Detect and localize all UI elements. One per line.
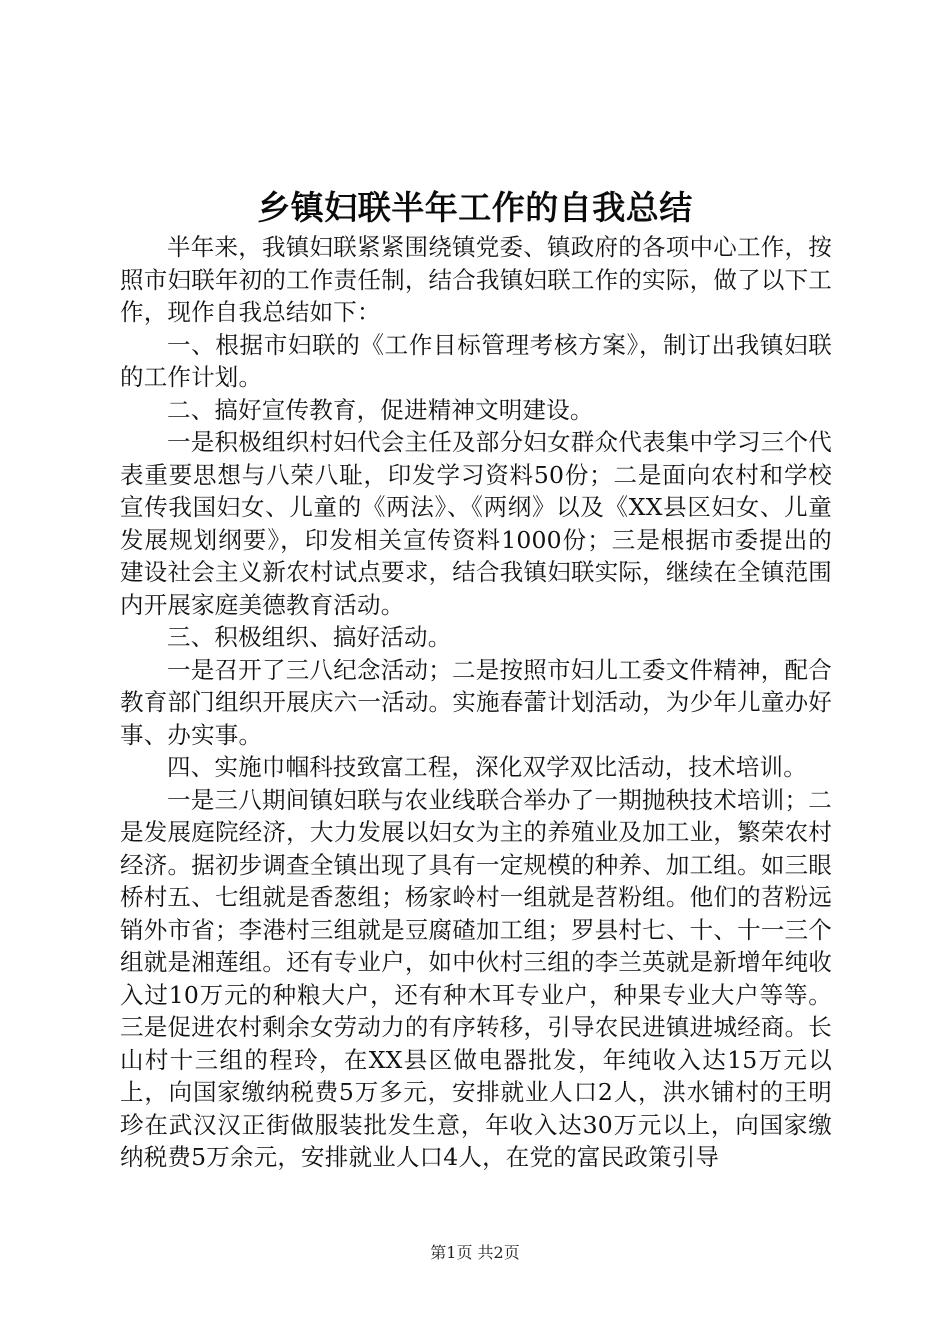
section-heading-2: 二、搞好宣传教育，促进精神文明建设。 — [167, 395, 594, 424]
document-title: 乡镇妇联半年工作的自我总结 — [257, 188, 693, 227]
section-heading-4: 四、实施巾帼科技致富工程，深化双学双比活动，技术培训。 — [167, 753, 807, 781]
section-heading-3: 三、积极组织、搞好活动。 — [167, 623, 452, 651]
section-heading-1: 一、根据市妇联的《工作目标管理考核方案》，制订出我镇妇联的工作计划。 — [120, 330, 832, 391]
section-4-paragraph: 一是三八期间镇妇联与农业线联合举办了一期抛秧技术培训；二是发展庭院经济，大力发展以妇女为主的养殖业及加工业，繁荣农村经济。据初步调查全镇出现了具有一定规模的种养、加工组。如三眼桥村五、七组就是香葱组；杨家岭村一组就是苕粉组。他们的苕粉远销外市省；李港村三组就是豆腐碴加工组；罗县村七、十、十一三个组就是湘莲组。还有专业户，如中伙村三组的李兰英就是新增年纯收入过10万元的种粮大户，还有种木耳专业户，种果专业大户等等。三是促进农村剩余女劳动力的有序转移，引导农民进镇进城经商。长山村十三组的程玲，在XX县区做电器批发，年纯收入达15万元以上，向国家缴纳税费5万多元，安排就业人口2人，洪水铺村的王明珍在武汉汉正街做服装批发生意，年收入达30万元以上，向国家缴纳税费5万余元，安排就业人口4人，在党的富民政策引导 — [120, 785, 832, 1171]
intro-paragraph: 半年来，我镇妇联紧紧围绕镇党委、镇政府的各项中心工作，按照市妇联年初的工作责任制，结合我镇妇联工作的实际，做了以下工作，现作自我总结如下： — [120, 233, 832, 326]
page-footer: 第1页 共2页 — [430, 1243, 520, 1262]
section-2-paragraph: 一是积极组织村妇代会主任及部分妇女群众代表集中学习三个代表重要思想与八荣八耻，印发学习资料50份；二是面向农村和学校宣传我国妇女、儿童的《两法》、《两纲》以及《XX县区妇女、儿童发展规划纲要》，印发相关宣传资料1000份；三是根据市委提出的建设社会主义新农村试点要求，结合我镇妇联实际，继续在全镇范围内开展家庭美德教育活动。 — [120, 428, 832, 619]
section-3-paragraph: 一是召开了三八纪念活动；二是按照市妇儿工委文件精神，配合教育部门组织开展庆六一活动。实施春蕾计划活动，为少年儿童办好事、办实事。 — [120, 655, 832, 749]
document-body — [120, 231, 832, 1174]
